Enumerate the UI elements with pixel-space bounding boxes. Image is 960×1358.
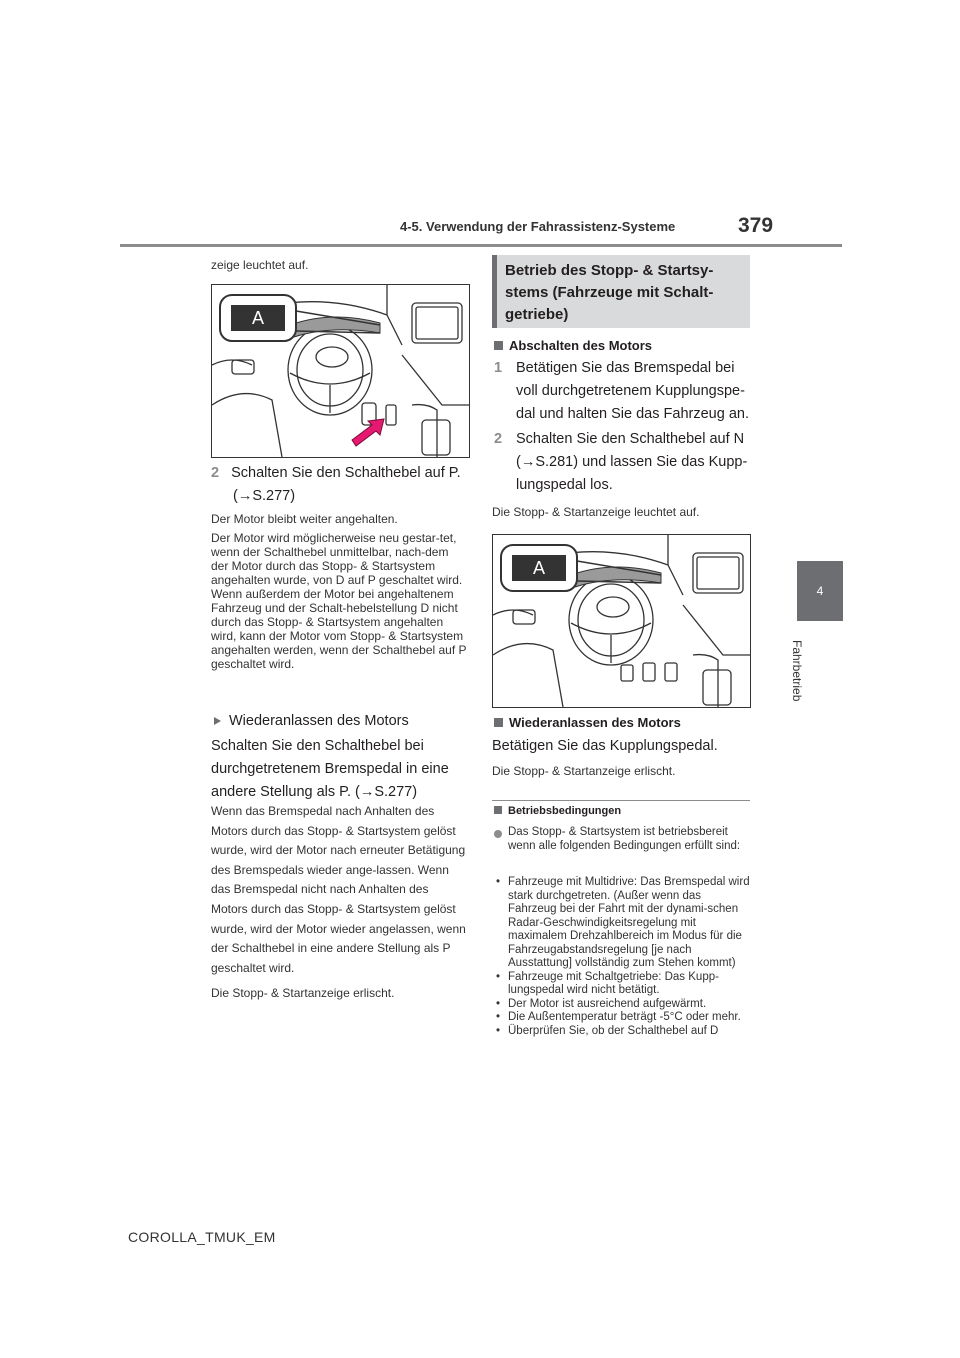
restart-note: Wenn das Bremspedal nach Anhalten des Motors durch das Stopp- & Startsystem gelöst wurde, wird der Motor nach erneuter Betätigung des Bremspedals wieder ange-lassen. Wenn das Bremspedal nicht nach Anhalten des Motors durch das Stopp- & Startsystem gelöst wurde, wird der Motor wieder angelassen, wenn der Schalthebel in eine andere Stellung als P geschaltet wird.: [211, 804, 466, 975]
intro-text: zeige leuchtet auf.: [211, 258, 309, 272]
list-item: • Fahrzeuge mit Multidrive: Das Bremspedal wird stark durchgetreten. (Außer wenn das Fahrzeug bei der Fahrt mit der dynami-schen Radar-Geschwindigkeitsregelung mit maximalem Drehzahlbereich im Modus für die Fahrzeugabstandsregelung [je nach Ausstattung] vollständig zum Stehen kommt): [496, 876, 750, 969]
chapter-tab[interactable]: [797, 561, 843, 621]
chapter-number: 4: [816, 584, 824, 598]
figure-dashboard-clutch: [492, 534, 751, 708]
restart-heading: Wiederanlassen des Motors: [214, 710, 409, 733]
square-bullet-icon: [494, 718, 503, 727]
list-item: • Überprüfen Sie, ob der Schalthebel auf D: [496, 1024, 719, 1037]
page-number: 379: [738, 214, 774, 237]
step-text: Betätigen Sie das Bremspedal bei voll durchgetretenem Kupplungspe-dal und halten Sie das Fahrzeug an.: [516, 360, 749, 422]
triangle-bullet-icon: [214, 717, 221, 725]
model-code: COROLLA_TMUK_EM: [128, 1229, 276, 1245]
step-number: 2: [211, 465, 220, 481]
circle-bullet-icon: [494, 830, 502, 838]
chapter-side-label: [790, 640, 810, 720]
step-number: 2: [494, 431, 503, 447]
page-reference: (→S.277): [233, 488, 296, 504]
callout-label-a: A: [532, 557, 545, 578]
conditions-intro: Das Stopp- & Startsystem ist betriebsbereit wenn alle folgenden Bedingungen erfüllt sind:: [494, 826, 750, 853]
list-item: • Fahrzeuge mit Schaltgetriebe: Das Kupp-lungspedal wird nicht betätigt.: [496, 970, 719, 996]
list-item: • Die Außentemperatur beträgt -5°C oder mehr.: [496, 1011, 741, 1023]
callout-label-a: A: [251, 307, 264, 328]
indicator-off-note-right: Die Stopp- & Startanzeige erlischt.: [492, 764, 676, 778]
restart-heading-right: Wiederanlassen des Motors: [494, 715, 681, 730]
step-text: Schalten Sie den Schalthebel auf P.: [231, 465, 461, 481]
note-engine-remains-off: Der Motor bleibt weiter angehalten.: [211, 512, 398, 526]
header-rule: [120, 244, 842, 247]
restart-instruction-right: Betätigen Sie das Kupplungspedal.: [492, 738, 718, 754]
conditions-list: [494, 876, 750, 1038]
chapter-label: Fahrbetrieb: [790, 640, 804, 702]
right-step-2: [494, 428, 752, 497]
note-restart-conditions: Der Motor wird möglicherweise neu gestar-tet, wenn der Schalthebel unmittelbar, nach-dem der Motor durch das Stopp- & Startsystem angehalten wurde, von D auf P geschaltet wird. Wenn außerdem der Motor bei angehaltenem Fahrzeug und der Schalt-hebelstellung D nicht durch das Stopp- & Startsystem angehalten wird, kann der Motor vom Stopp- & Startsystem angehalten werden, wenn der Schalthebel auf P geschaltet wird.: [211, 531, 467, 671]
figure-dashboard-brake: [211, 284, 470, 458]
square-bullet-icon: [494, 806, 502, 814]
step-2: [211, 462, 468, 485]
chapter-section-title: 4-5. Verwendung der Fahrassistenz-Systeme: [400, 219, 676, 234]
stop-heading: Abschalten des Motors: [494, 338, 652, 353]
square-bullet-icon: [494, 341, 503, 350]
step-text: Schalten Sie den Schalthebel auf N (→S.281) und lassen Sie das Kupp-lungspedal los.: [516, 431, 748, 493]
restart-instruction: Schalten Sie den Schalthebel bei durchgetretenem Bremspedal in eine andere Stellung als P. (→S.277): [211, 738, 449, 800]
step-number: 1: [494, 360, 503, 376]
section-heading-box: Betrieb des Stopp- & Startsy-stems (Fahrzeuge mit Schalt-getriebe): [492, 255, 750, 328]
right-step-1: [494, 357, 752, 426]
list-item: • Der Motor ist ausreichend aufgewärmt.: [496, 997, 707, 1010]
indicator-on-note: Die Stopp- & Startanzeige leuchtet auf.: [492, 505, 700, 519]
indicator-off-note: Die Stopp- & Startanzeige erlischt.: [211, 986, 395, 1000]
conditions-heading: Betriebsbedingungen: [494, 805, 621, 817]
info-divider: [492, 800, 750, 801]
